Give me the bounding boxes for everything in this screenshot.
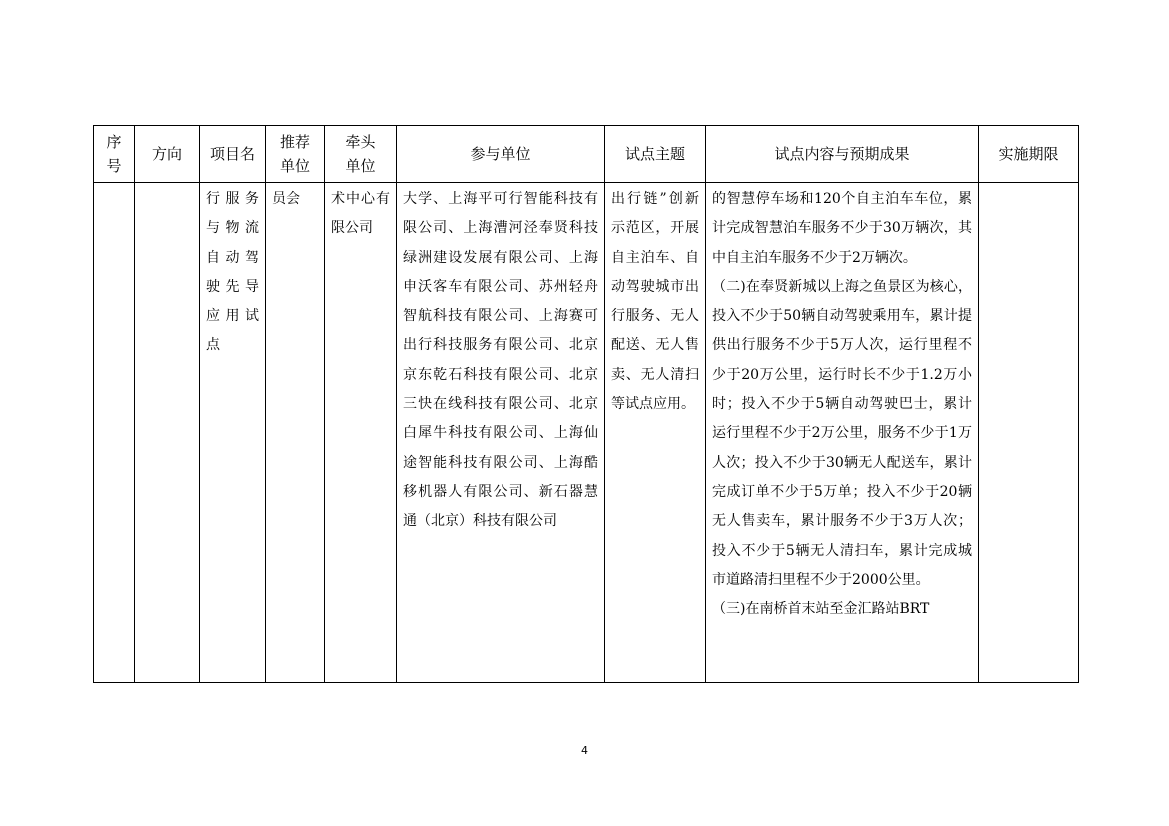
content-paragraph-2: （二)在奉贤新城以上海之鱼景区为核心，投入不少于50辆自动驾驶乘用车，累计提供出行服务不少于5万人次，运行里程不少于20万公里，运行时长不少于1.2万小时；投入不少于5辆自动驾驶巴士，累计运行里程不少于2万公里，服务不少于1万人次；投入不少于30辆无人配送车，累计完成订单不少于5万单；投入不少于20辆无人售卖车，累计服务不少于3万人次；投入不少于5辆无人清扫车，累计完成城市道路清扫里程不少于2000公里。	[712, 278, 972, 588]
header-lead-label: 牵头单位	[345, 133, 376, 175]
header-recommender-label: 推荐单位	[279, 133, 310, 175]
content-paragraph-3: （三)在南桥首末站至金汇路站BRT	[712, 601, 930, 618]
table-header-row	[94, 126, 1079, 183]
header-direction: 方向	[135, 126, 200, 183]
cell-theme	[605, 183, 706, 683]
header-seq-label: 序号	[106, 133, 122, 175]
header-recommender	[266, 126, 325, 183]
header-theme: 试点主题	[605, 126, 706, 183]
pilot-project-table	[93, 125, 1079, 683]
cell-lead	[325, 183, 397, 683]
cell-theme-text: 出行链”创新示范区，开展自主泊车、自动驾驶城市出行服务、无人配送、无人售卖、无人清扫等试点应用。	[611, 191, 699, 413]
cell-recommender-text: 员会	[272, 191, 300, 207]
header-lead	[325, 126, 397, 183]
cell-project-text: 行服务与物流自动驾驶先导应用试点	[206, 191, 259, 354]
cell-direction	[135, 183, 200, 683]
cell-content	[706, 183, 979, 683]
header-period: 实施期限	[979, 126, 1079, 183]
page-number: 4	[581, 744, 588, 757]
cell-seq	[94, 183, 135, 683]
cell-period	[979, 183, 1079, 683]
header-project: 项目名	[200, 126, 266, 183]
header-seq	[94, 126, 135, 183]
header-content: 试点内容与预期成果	[706, 126, 979, 183]
table-row	[94, 183, 1079, 683]
content-paragraph-1: 的智慧停车场和120个自主泊车车位，累计完成智慧泊车服务不少于30万辆次，其中自主泊车服务不少于2万辆次。	[712, 191, 972, 266]
cell-participants-text: 大学、上海平可行智能科技有限公司、上海漕河泾奉贤科技绿洲建设发展有限公司、上海申沃客车有限公司、苏州轻舟智航科技有限公司、上海赛可出行科技服务有限公司、北京京东乾石科技有限公司、北京三快在线科技有限公司、北京白犀牛科技有限公司、上海仙途智能科技有限公司、上海酷移机器人有限公司、新石器慧通（北京）科技有限公司	[403, 191, 598, 530]
cell-participants	[397, 183, 605, 683]
cell-lead-text: 术中心有限公司	[331, 191, 390, 237]
cell-project	[200, 183, 266, 683]
cell-recommender	[266, 183, 325, 683]
header-participants: 参与单位	[397, 126, 605, 183]
